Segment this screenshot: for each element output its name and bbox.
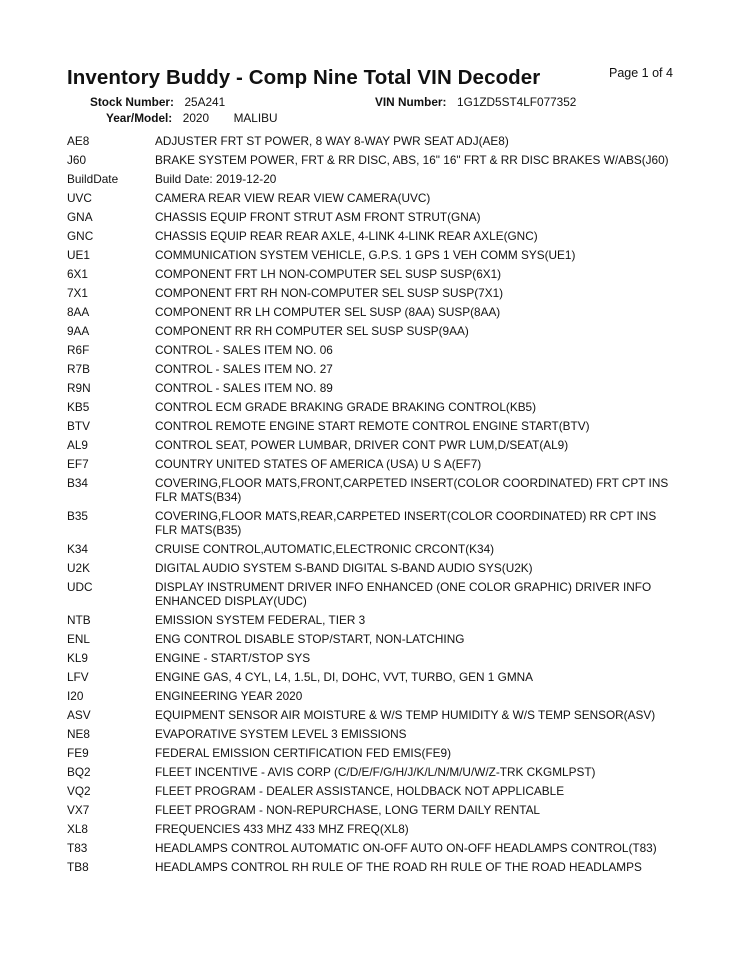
option-description: ENGINEERING YEAR 2020	[155, 689, 303, 703]
option-code: T83	[67, 841, 88, 855]
page-number: Page 1 of 4	[609, 66, 673, 80]
vin-number-value: 1G1ZD5ST4LF077352	[457, 95, 577, 109]
option-description: COVERING,FLOOR MATS,FRONT,CARPETED INSERT(COLOR COORDINATED) FRT CPT INS FLR MATS(B34)	[155, 476, 669, 504]
option-description: CONTROL SEAT, POWER LUMBAR, DRIVER CONT PWR LUM,D/SEAT(AL9)	[155, 438, 569, 452]
option-row	[67, 765, 687, 779]
year-value: 2020	[182, 111, 210, 125]
option-code: UVC	[67, 191, 92, 205]
option-row	[67, 457, 687, 471]
option-row	[67, 438, 687, 452]
option-row	[67, 267, 687, 281]
option-description: COUNTRY UNITED STATES OF AMERICA (USA) U S A(EF7)	[155, 457, 482, 471]
option-row	[67, 803, 687, 817]
option-code: AL9	[67, 438, 88, 452]
option-row	[67, 542, 687, 556]
option-description: CONTROL - SALES ITEM NO. 27	[155, 362, 333, 376]
option-description: ENG CONTROL DISABLE STOP/START, NON-LATCHING	[155, 632, 465, 646]
option-description: EMISSION SYSTEM FEDERAL, TIER 3	[155, 613, 366, 627]
option-row	[67, 305, 687, 319]
option-code: I20	[67, 689, 84, 703]
option-row	[67, 229, 687, 243]
option-code: 6X1	[67, 267, 88, 281]
option-row	[67, 324, 687, 338]
option-description: ADJUSTER FRT ST POWER, 8 WAY 8-WAY PWR SEAT ADJ(AE8)	[155, 134, 509, 148]
option-row	[67, 670, 687, 684]
option-code: R7B	[67, 362, 90, 376]
option-row	[67, 210, 687, 224]
option-description: HEADLAMPS CONTROL AUTOMATIC ON-OFF AUTO ON-OFF HEADLAMPS CONTROL(T83)	[155, 841, 657, 855]
option-row	[67, 381, 687, 395]
option-description: COMPONENT FRT LH NON-COMPUTER SEL SUSP SUSP(6X1)	[155, 267, 502, 281]
option-code: J60	[67, 153, 87, 167]
option-description: CONTROL ECM GRADE BRAKING GRADE BRAKING CONTROL(KB5)	[155, 400, 537, 414]
option-code: 8AA	[67, 305, 90, 319]
option-description: BRAKE SYSTEM POWER, FRT & RR DISC, ABS, 16" 16" FRT & RR DISC BRAKES W/ABS(J60)	[155, 153, 669, 167]
page-title: Inventory Buddy - Comp Nine Total VIN Decoder	[67, 66, 541, 89]
option-code: LFV	[67, 670, 89, 684]
option-code: BuildDate	[67, 172, 119, 186]
option-description: COMPONENT RR LH COMPUTER SEL SUSP (8AA) SUSP(8AA)	[155, 305, 501, 319]
option-code: 7X1	[67, 286, 88, 300]
option-code: KL9	[67, 651, 88, 665]
option-description: COMPONENT RR RH COMPUTER SEL SUSP SUSP(9AA)	[155, 324, 469, 338]
option-description: EVAPORATIVE SYSTEM LEVEL 3 EMISSIONS	[155, 727, 407, 741]
option-row	[67, 343, 687, 357]
option-code: R6F	[67, 343, 90, 357]
option-row	[67, 708, 687, 722]
option-row	[67, 153, 687, 167]
option-description: COMMUNICATION SYSTEM VEHICLE, G.P.S. 1 GPS 1 VEH COMM SYS(UE1)	[155, 248, 576, 262]
stock-number	[90, 95, 225, 109]
option-code: UE1	[67, 248, 90, 262]
option-description: CONTROL - SALES ITEM NO. 06	[155, 343, 333, 357]
option-description: ENGINE GAS, 4 CYL, L4, 1.5L, DI, DOHC, VVT, TURBO, GEN 1 GMNA	[155, 670, 534, 684]
option-row	[67, 248, 687, 262]
option-code: U2K	[67, 561, 90, 575]
option-description: FLEET PROGRAM - DEALER ASSISTANCE, HOLDBACK NOT APPLICABLE	[155, 784, 565, 798]
option-row	[67, 689, 687, 703]
option-description: FLEET PROGRAM - NON-REPURCHASE, LONG TERM DAILY RENTAL	[155, 803, 540, 817]
option-code: FE9	[67, 746, 89, 760]
option-code: AE8	[67, 134, 90, 148]
option-code: BTV	[67, 419, 90, 433]
option-description: CONTROL REMOTE ENGINE START REMOTE CONTROL ENGINE START(BTV)	[155, 419, 590, 433]
option-row	[67, 476, 687, 504]
option-row	[67, 822, 687, 836]
option-row	[67, 651, 687, 665]
option-code: BQ2	[67, 765, 91, 779]
option-row	[67, 841, 687, 855]
option-description: ENGINE - START/STOP SYS	[155, 651, 311, 665]
option-description: Build Date: 2019-12-20	[155, 172, 277, 186]
option-code: B34	[67, 476, 88, 490]
option-description: FREQUENCIES 433 MHZ 433 MHZ FREQ(XL8)	[155, 822, 409, 836]
option-code: GNC	[67, 229, 94, 243]
option-code: 9AA	[67, 324, 90, 338]
option-description: CHASSIS EQUIP REAR REAR AXLE, 4-LINK 4-LINK REAR AXLE(GNC)	[155, 229, 538, 243]
option-code-list	[67, 134, 687, 879]
option-row	[67, 172, 687, 186]
option-row	[67, 613, 687, 627]
option-row	[67, 632, 687, 646]
option-row	[67, 860, 687, 874]
year-model	[106, 111, 278, 125]
option-row	[67, 191, 687, 205]
option-description: COMPONENT FRT RH NON-COMPUTER SEL SUSP SUSP(7X1)	[155, 286, 504, 300]
option-row	[67, 400, 687, 414]
option-row	[67, 134, 687, 148]
option-description: EQUIPMENT SENSOR AIR MOISTURE & W/S TEMP HUMIDITY & W/S TEMP SENSOR(ASV)	[155, 708, 656, 722]
option-row	[67, 509, 687, 537]
option-row	[67, 784, 687, 798]
option-description: CONTROL - SALES ITEM NO. 89	[155, 381, 333, 395]
option-code: B35	[67, 509, 88, 523]
option-description: CAMERA REAR VIEW REAR VIEW CAMERA(UVC)	[155, 191, 431, 205]
option-description: CRUISE CONTROL,AUTOMATIC,ELECTRONIC CRCONT(K34)	[155, 542, 495, 556]
model-value: MALIBU	[233, 111, 278, 125]
option-description: FEDERAL EMISSION CERTIFICATION FED EMIS(FE9)	[155, 746, 452, 760]
option-code: TB8	[67, 860, 89, 874]
option-code: VX7	[67, 803, 90, 817]
stock-number-value: 25A241	[184, 95, 226, 109]
option-code: KB5	[67, 400, 90, 414]
vin-number-label: VIN Number:	[375, 95, 447, 109]
option-code: EF7	[67, 457, 89, 471]
option-row	[67, 727, 687, 741]
option-row	[67, 746, 687, 760]
option-description: FLEET INCENTIVE - AVIS CORP (C/D/E/F/G/H/J/K/L/N/M/U/W/Z-TRK CKGMLPST)	[155, 765, 596, 779]
option-code: R9N	[67, 381, 91, 395]
option-row	[67, 580, 687, 608]
option-code: NE8	[67, 727, 90, 741]
option-code: UDC	[67, 580, 93, 594]
option-code: NTB	[67, 613, 91, 627]
vin-number	[375, 95, 576, 109]
option-description: DISPLAY INSTRUMENT DRIVER INFO ENHANCED (ONE COLOR GRAPHIC) DRIVER INFO ENHANCED DISPLAY(UDC)	[155, 580, 652, 608]
option-row	[67, 561, 687, 575]
option-description: COVERING,FLOOR MATS,REAR,CARPETED INSERT(COLOR COORDINATED) RR CPT INS FLR MATS(B35)	[155, 509, 657, 537]
option-row	[67, 419, 687, 433]
stock-number-label: Stock Number:	[90, 95, 174, 109]
option-row	[67, 286, 687, 300]
option-description: CHASSIS EQUIP FRONT STRUT ASM FRONT STRUT(GNA)	[155, 210, 481, 224]
option-description: HEADLAMPS CONTROL RH RULE OF THE ROAD RH RULE OF THE ROAD HEADLAMPS	[155, 860, 642, 874]
option-code: K34	[67, 542, 88, 556]
option-code: ASV	[67, 708, 91, 722]
option-description: DIGITAL AUDIO SYSTEM S-BAND DIGITAL S-BAND AUDIO SYS(U2K)	[155, 561, 533, 575]
option-code: ENL	[67, 632, 90, 646]
option-row	[67, 362, 687, 376]
option-code: VQ2	[67, 784, 91, 798]
option-code: GNA	[67, 210, 93, 224]
option-code: XL8	[67, 822, 88, 836]
year-model-label: Year/Model:	[106, 111, 173, 125]
